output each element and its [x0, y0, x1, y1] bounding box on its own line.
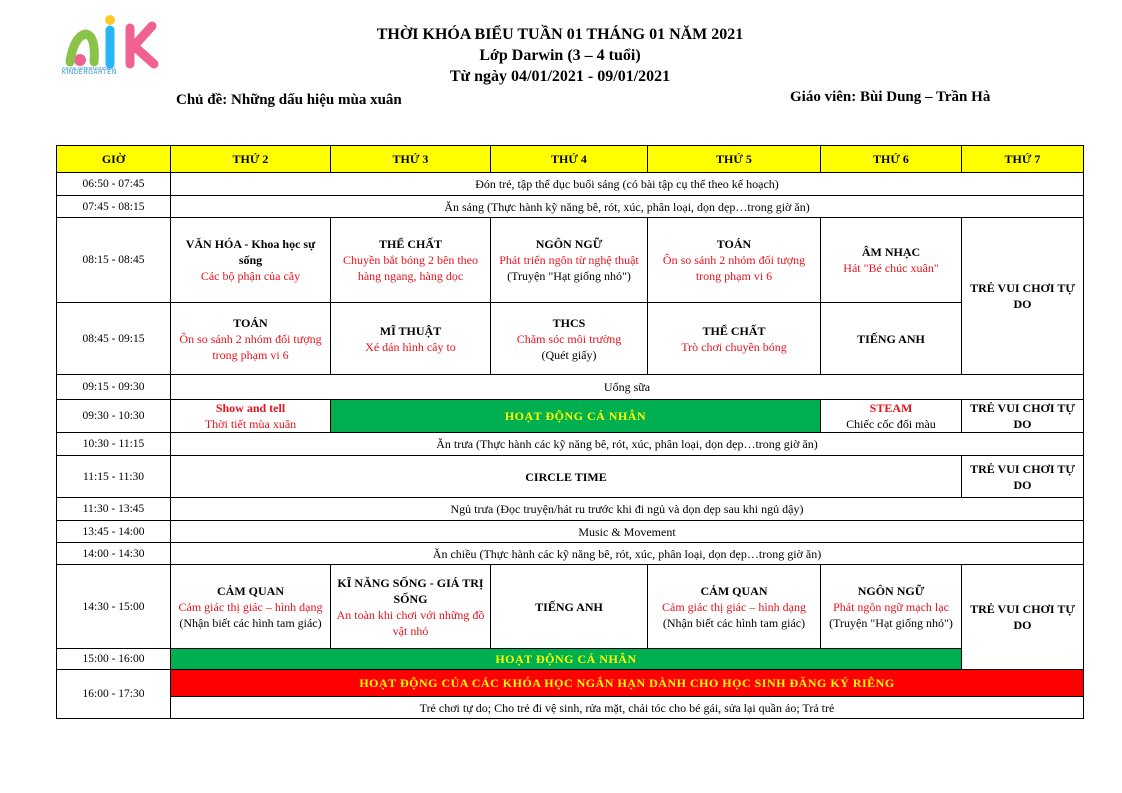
col-header-sat: THỨ 7	[962, 146, 1084, 173]
activity-cell-fri	[821, 565, 962, 649]
activity-title: THCS	[552, 315, 586, 330]
time-cell: 14:30 - 15:00	[57, 565, 171, 649]
full-row-activity: Music & Movement	[171, 521, 1084, 543]
circle-time-cell: CIRCLE TIME	[171, 456, 962, 498]
table-row	[57, 303, 1084, 375]
activity-note: (Nhận biết các hình tam giác)	[662, 615, 806, 630]
date-range: Từ ngày 04/01/2021 - 09/01/2021	[449, 68, 671, 85]
activity-subtitle: Ôn so sánh 2 nhóm đối tượng trong phạm vi 6	[179, 331, 322, 362]
col-header-tue: THỨ 3	[331, 146, 491, 173]
time-cell: 11:15 - 11:30	[57, 456, 171, 498]
header-row	[57, 146, 1084, 173]
full-row-activity: Trẻ chơi tự do; Cho trẻ đi vệ sinh, rửa mặt, chải tóc cho bé gái, sửa lại quần áo; Trả trẻ	[171, 697, 1084, 719]
time-cell: 08:15 - 08:45	[57, 218, 171, 303]
col-header-fri: THỨ 6	[821, 146, 962, 173]
activity-note: (Truyện "Hạt giống nhỏ")	[507, 269, 631, 283]
table-row	[57, 498, 1084, 521]
class-line: Lớp Darwin (3 – 4 tuổi)	[479, 47, 641, 64]
activity-cell-mon	[171, 218, 331, 303]
activity-cell-thu	[648, 303, 821, 375]
table-row	[57, 375, 1084, 400]
timetable	[56, 145, 1084, 719]
time-cell: 09:30 - 10:30	[57, 400, 171, 433]
logo-caption	[62, 66, 162, 76]
full-row-activity: Ăn trưa (Thực hành các kỹ năng bê, rót, xúc, phân loại, dọn dẹp…trong giờ ăn)	[171, 433, 1084, 456]
logo-dot-pink	[74, 54, 86, 66]
activity-subtitle: Cảm giác thị giác – hình dạng	[178, 599, 323, 614]
table-row	[57, 649, 1084, 670]
activity-cell-tue	[331, 303, 491, 375]
activity-subtitle: Phát ngôn ngữ mạch lạc	[833, 599, 949, 614]
activity-cell-fri	[821, 400, 962, 433]
activity-subtitle: Xé dán hình cây to	[365, 339, 456, 354]
activity-title: VĂN HÓA - Khoa học sự sống	[185, 237, 316, 267]
table-row	[57, 433, 1084, 456]
activity-subtitle: Chuyền bắt bóng 2 bên theo hàng ngang, hàng dọc	[343, 253, 478, 283]
activity-title: CẢM QUAN	[700, 583, 768, 598]
logo-caption-line1: ASIAN INTERNATIONAL	[62, 66, 117, 71]
schedule-title: THỜI KHÓA BIỂU TUẦN 01 THÁNG 01 NĂM 2021	[376, 26, 744, 43]
logo-dot-yellow	[105, 15, 115, 25]
activity-title: THỂ CHẤT	[702, 323, 766, 338]
time-cell: 11:30 - 13:45	[57, 498, 171, 521]
activity-cell-fri	[821, 218, 962, 303]
col-header-time: GIỜ	[57, 146, 171, 173]
activity-note: (Nhận biết các hình tam giác)	[179, 615, 322, 630]
activity-note: (Quét giấy)	[541, 347, 597, 362]
time-cell: 08:45 - 09:15	[57, 303, 171, 375]
table-row	[57, 218, 1084, 303]
activity-title: NGÔN NGỮ	[857, 583, 925, 598]
activity-cell-wed: TIẾNG ANH	[491, 565, 648, 649]
time-cell: 13:45 - 14:00	[57, 521, 171, 543]
activity-title: TOÁN	[716, 237, 752, 251]
activity-subtitle: Phát triển ngôn từ nghệ thuật	[499, 253, 639, 267]
activity-cell-mon	[171, 565, 331, 649]
activity-title: KĨ NĂNG SỐNG - GIÁ TRỊ SỐNG	[337, 575, 484, 606]
time-cell: 14:00 - 14:30	[57, 543, 171, 565]
individual-activity-banner: HOẠT ĐỘNG CÁ NHÂN	[171, 649, 962, 670]
table-row	[57, 565, 1084, 649]
activity-cell-wed	[491, 218, 648, 303]
activity-cell-fri: TIẾNG ANH	[821, 303, 962, 375]
activity-cell-thu	[648, 218, 821, 303]
col-header-thu: THỨ 5	[648, 146, 821, 173]
activity-cell-sat: TRẺ VUI CHƠI TỰ DO	[962, 565, 1084, 670]
activity-subtitle: An toàn khi chơi với những đồ vật nhỏ	[336, 607, 485, 638]
activity-note: (Truyện "Hạt giống nhỏ")	[829, 615, 953, 630]
activity-subtitle: Trò chơi chuyền bóng	[681, 339, 787, 354]
activity-subtitle: Cảm giác thị giác – hình dạng	[662, 599, 806, 614]
full-row-activity: Ăn chiều (Thực hành các kỹ năng bê, rót, xúc, phân loại, dọn dẹp…trong giờ ăn)	[171, 543, 1084, 565]
activity-title: NGÔN NGỮ	[535, 237, 603, 251]
activity-title: TOÁN	[233, 315, 268, 330]
activity-cell-mon	[171, 400, 331, 433]
table-row	[57, 196, 1084, 218]
logo-caption-line2: KINDERGARTEN	[62, 70, 117, 76]
activity-subtitle: Các bộ phận của cây	[200, 269, 301, 283]
activity-subtitle: Chiếc cốc đổi màu	[846, 417, 936, 431]
time-cell: 07:45 - 08:15	[57, 196, 171, 218]
activity-cell-tue	[331, 218, 491, 303]
table-row	[57, 456, 1084, 498]
activity-cell-wed	[491, 303, 648, 375]
time-cell: 16:00 - 17:30	[57, 670, 171, 719]
activity-cell-mon	[171, 303, 331, 375]
individual-activity-banner: HOẠT ĐỘNG CÁ NHÂN	[331, 400, 821, 433]
table-row	[57, 521, 1084, 543]
teacher-label: Giáo viên: Bùi Dung – Trần Hà	[790, 89, 991, 105]
activity-title: ÂM NHẠC	[861, 245, 921, 259]
short-course-banner: HOẠT ĐỘNG CỦA CÁC KHÓA HỌC NGẮN HẠN DÀNH CHO HỌC SINH ĐĂNG KÝ RIÊNG	[171, 670, 1084, 697]
activity-subtitle: Chăm sóc môi trường	[516, 331, 622, 346]
time-cell: 09:15 - 09:30	[57, 375, 171, 400]
time-cell: 15:00 - 16:00	[57, 649, 171, 670]
activity-title: CẢM QUAN	[217, 583, 284, 598]
time-cell: 06:50 - 07:45	[57, 173, 171, 196]
time-cell: 10:30 - 11:15	[57, 433, 171, 456]
col-header-wed: THỨ 4	[491, 146, 648, 173]
full-row-activity: Ăn sáng (Thực hành kỹ năng bê, rót, xúc, phân loại, dọn dẹp…trong giờ ăn)	[171, 196, 1084, 218]
activity-title: STEAM	[869, 401, 913, 415]
table-row	[57, 173, 1084, 196]
activity-subtitle: Hát "Bé chúc xuân"	[843, 261, 939, 275]
activity-subtitle: Ôn so sánh 2 nhóm đối tượng trong phạm vi 6	[662, 253, 806, 283]
col-header-mon: THỨ 2	[171, 146, 331, 173]
activity-title: Show and tell	[215, 401, 286, 415]
topic-label: Chủ đề: Những dấu hiệu mùa xuân	[176, 92, 402, 108]
table-row	[57, 543, 1084, 565]
table-row	[57, 400, 1084, 433]
activity-cell-sat: TRẺ VUI CHƠI TỰ DO	[962, 400, 1084, 433]
activity-cell-tue	[331, 565, 491, 649]
full-row-activity: Đón trẻ, tập thể dục buổi sáng (có bài tập cụ thể theo kế hoạch)	[171, 173, 1084, 196]
logo-letter-k-arms	[134, 26, 154, 64]
full-row-activity: Ngủ trưa (Đọc truyện/hát ru trước khi đi ngủ và dọn dẹp sau khi ngủ dậy)	[171, 498, 1084, 521]
title-block	[300, 24, 820, 87]
activity-subtitle: Thời tiết mùa xuân	[204, 417, 297, 431]
activity-title: THỂ CHẤT	[378, 237, 442, 251]
full-row-activity: Uống sữa	[171, 375, 1084, 400]
activity-title: MĨ THUẬT	[379, 323, 442, 338]
activity-cell-sat: TRẺ VUI CHƠI TỰ DO	[962, 218, 1084, 375]
activity-cell-thu	[648, 565, 821, 649]
table-row	[57, 697, 1084, 719]
table-row	[57, 670, 1084, 697]
activity-cell-sat: TRẺ VUI CHƠI TỰ DO	[962, 456, 1084, 498]
